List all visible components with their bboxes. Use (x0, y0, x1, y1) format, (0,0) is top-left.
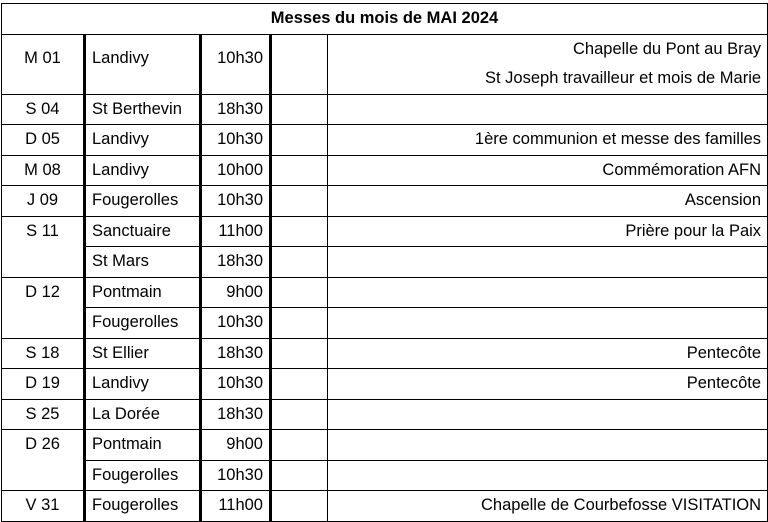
note-cell (328, 247, 768, 278)
place-cell: St Ellier (85, 338, 201, 369)
blank-cell (271, 369, 328, 400)
note-cell: Pentecôte (328, 338, 768, 369)
table-row (2, 491, 768, 522)
note-cell (328, 460, 768, 491)
place-cell: Fougerolles (85, 491, 201, 522)
table-row (2, 277, 768, 308)
place-cell: Pontmain (85, 430, 201, 461)
place-cell: Fougerolles (85, 460, 201, 491)
blank-cell (271, 155, 328, 186)
time-cell: 18h30 (201, 94, 271, 125)
time-cell: 11h00 (201, 491, 271, 522)
table-row (2, 399, 768, 430)
time-cell: 18h30 (201, 399, 271, 430)
place-cell: Landivy (85, 34, 201, 94)
note-cell: Ascension (328, 186, 768, 217)
table-row (2, 34, 768, 94)
note-cell (328, 94, 768, 125)
time-cell: 18h30 (201, 338, 271, 369)
table-row (2, 186, 768, 217)
table-row (2, 369, 768, 400)
note-cell: Prière pour la Paix (328, 216, 768, 247)
blank-cell (271, 125, 328, 156)
table-row (2, 308, 768, 339)
note-cell: 1ère communion et messe des familles (328, 125, 768, 156)
note-cell: Pentecôte (328, 369, 768, 400)
note-line: Chapelle du Pont au Bray (573, 39, 762, 58)
date-cell: S 18 (2, 338, 85, 369)
blank-cell (271, 34, 328, 94)
time-cell: 9h00 (201, 277, 271, 308)
blank-cell (271, 277, 328, 308)
blank-cell (271, 247, 328, 278)
date-cell: D 05 (2, 125, 85, 156)
table-row (2, 430, 768, 461)
table-title-row (2, 4, 768, 35)
date-cell: J 09 (2, 186, 85, 217)
time-cell: 10h30 (201, 125, 271, 156)
table-row (2, 247, 768, 278)
note-cell: Chapelle de Courbefosse VISITATION (328, 491, 768, 522)
date-cell: V 31 (2, 491, 85, 522)
date-cell: D 26 (2, 430, 85, 491)
time-cell: 10h30 (201, 186, 271, 217)
place-cell: Landivy (85, 369, 201, 400)
mass-schedule-table (1, 3, 768, 522)
time-cell: 10h30 (201, 369, 271, 400)
blank-cell (271, 491, 328, 522)
blank-cell (271, 430, 328, 461)
time-cell: 10h30 (201, 308, 271, 339)
blank-cell (271, 94, 328, 125)
date-cell: D 12 (2, 277, 85, 338)
place-cell: Pontmain (85, 277, 201, 308)
place-cell: Fougerolles (85, 308, 201, 339)
blank-cell (271, 460, 328, 491)
note-line: St Joseph travailleur et mois de Marie (485, 69, 762, 87)
place-cell: La Dorée (85, 399, 201, 430)
table-row (2, 460, 768, 491)
time-cell: 10h30 (201, 460, 271, 491)
table-row (2, 125, 768, 156)
blank-cell (271, 308, 328, 339)
place-cell: St Berthevin (85, 94, 201, 125)
note-cell (328, 399, 768, 430)
time-cell: 11h00 (201, 216, 271, 247)
date-cell: S 04 (2, 94, 85, 125)
place-cell: Landivy (85, 125, 201, 156)
note-cell (328, 308, 768, 339)
blank-cell (271, 399, 328, 430)
date-cell: S 25 (2, 399, 85, 430)
time-cell: 18h30 (201, 247, 271, 278)
date-cell: M 08 (2, 155, 85, 186)
date-cell: S 11 (2, 216, 85, 277)
time-cell: 9h00 (201, 430, 271, 461)
date-cell: M 01 (2, 34, 85, 94)
place-cell: Fougerolles (85, 186, 201, 217)
blank-cell (271, 338, 328, 369)
table-row (2, 216, 768, 247)
time-cell: 10h00 (201, 155, 271, 186)
table-title: Messes du mois de MAI 2024 (2, 4, 768, 35)
time-cell: 10h30 (201, 34, 271, 94)
place-cell: St Mars (85, 247, 201, 278)
date-cell: D 19 (2, 369, 85, 400)
note-cell: Commémoration AFN (328, 155, 768, 186)
place-cell: Sanctuaire (85, 216, 201, 247)
place-cell: Landivy (85, 155, 201, 186)
note-cell (328, 430, 768, 461)
table-row (2, 94, 768, 125)
blank-cell (271, 216, 328, 247)
table-row (2, 338, 768, 369)
table-row (2, 155, 768, 186)
note-cell (328, 34, 768, 94)
note-cell (328, 277, 768, 308)
blank-cell (271, 186, 328, 217)
